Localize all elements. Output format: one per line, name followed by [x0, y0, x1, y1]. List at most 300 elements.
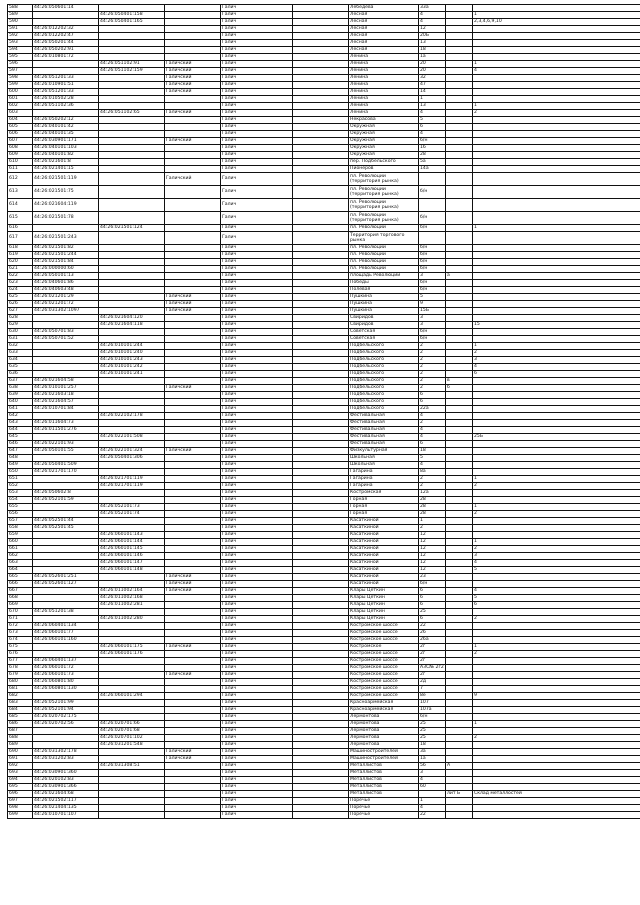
cadastral-number-premises-cell [99, 124, 165, 131]
cadastral-number-cell: 44:26:021501:75 [33, 186, 99, 199]
table-row [8, 630, 640, 637]
house-number-cell [419, 173, 446, 186]
table-row [8, 96, 640, 103]
house-number-cell: 4 [419, 131, 446, 138]
street-cell: Лебедева [349, 5, 419, 12]
cadastral-number-premises-cell: 44:26:020701:102 [99, 735, 165, 742]
city-cell: Галич [221, 553, 293, 560]
cadastral-number-cell: 44:26:051102:36 [33, 103, 99, 110]
row-number-cell: 606 [8, 131, 33, 138]
district-cell [165, 371, 221, 378]
apartment-number-cell [473, 497, 640, 504]
house-number-cell: 16 [419, 145, 446, 152]
apartment-number-cell [473, 47, 640, 54]
house-number-cell: 6 [419, 392, 446, 399]
city-cell: Галич [221, 245, 293, 252]
building-letter-cell [446, 329, 473, 336]
house-number-cell: 107 [419, 700, 446, 707]
locality-cell [293, 357, 349, 364]
district-cell [165, 406, 221, 413]
cadastral-number-cell: 44:26:010701:107 [33, 812, 99, 819]
district-cell: Галичский [165, 574, 221, 581]
locality-cell [293, 476, 349, 483]
street-cell: Окружная [349, 152, 419, 159]
street-cell: Окружная [349, 145, 419, 152]
street-cell: Лермонтова [349, 735, 419, 742]
street-cell: Подбельского [349, 364, 419, 371]
table-row [8, 145, 640, 152]
table-row [8, 497, 640, 504]
table-row [8, 308, 640, 315]
cadastral-number-premises-cell [99, 82, 165, 89]
city-cell: Галич [221, 609, 293, 616]
street-cell: пл. Революции [349, 259, 419, 266]
apartment-number-cell [473, 420, 640, 427]
table-row [8, 448, 640, 455]
locality-cell [293, 322, 349, 329]
district-cell [165, 413, 221, 420]
cadastral-number-premises-cell: 44:26:010101:242 [99, 364, 165, 371]
district-cell [165, 770, 221, 777]
cadastral-number-premises-cell [99, 232, 165, 245]
locality-cell [293, 588, 349, 595]
district-cell [165, 131, 221, 138]
row-number-cell: 657 [8, 518, 33, 525]
house-number-cell: 2г [419, 672, 446, 679]
district-cell [165, 735, 221, 742]
row-number-cell: 662 [8, 553, 33, 560]
cadastral-number-cell: 44:26:010801:72 [33, 54, 99, 61]
apartment-number-cell [473, 672, 640, 679]
district-cell [165, 212, 221, 225]
locality-cell [293, 124, 349, 131]
district-cell [165, 777, 221, 784]
city-cell: Галич [221, 364, 293, 371]
street-cell: Подбельского [349, 385, 419, 392]
cadastral-number-premises-cell [99, 5, 165, 12]
city-cell: Галич [221, 273, 293, 280]
street-cell: Подбельского [349, 378, 419, 385]
street-cell: Металлистов [349, 763, 419, 770]
house-number-cell: 6 [419, 441, 446, 448]
house-number-cell: 1а [419, 54, 446, 61]
apartment-number-cell: 1 [473, 61, 640, 68]
cadastral-number-cell: 44:26:040101:103 [33, 145, 99, 152]
building-letter-cell [446, 672, 473, 679]
row-number-cell: 589 [8, 12, 33, 19]
city-cell: Галич [221, 770, 293, 777]
cadastral-number-cell [33, 595, 99, 602]
row-number-cell: 686 [8, 721, 33, 728]
district-cell [165, 19, 221, 26]
street-cell: Касаткиной [349, 574, 419, 581]
row-number-cell: 667 [8, 588, 33, 595]
building-letter-cell [446, 322, 473, 329]
row-number-cell: 651 [8, 476, 33, 483]
apartment-number-cell: 1 [473, 12, 640, 19]
apartment-number-cell: 6 [473, 602, 640, 609]
apartment-number-cell [473, 186, 640, 199]
street-cell: Окружная [349, 124, 419, 131]
locality-cell [293, 252, 349, 259]
apartment-number-cell [473, 33, 640, 40]
house-number-cell: 6 [419, 616, 446, 623]
cadastral-number-premises-cell: 44:26:022101:324 [99, 448, 165, 455]
building-letter-cell [446, 462, 473, 469]
table-row [8, 532, 640, 539]
building-letter-cell [446, 252, 473, 259]
cadastral-number-cell: 44:26:021604:68 [33, 791, 99, 798]
table-row [8, 637, 640, 644]
building-letter-cell [446, 679, 473, 686]
apartment-number-cell [473, 131, 640, 138]
house-number-cell: 2г [419, 658, 446, 665]
cadastral-number-premises-cell [99, 273, 165, 280]
street-cell: Фестивальная [349, 420, 419, 427]
apartment-number-cell [473, 266, 640, 273]
city-cell: Галич [221, 490, 293, 497]
row-number-cell: 689 [8, 742, 33, 749]
table-row [8, 89, 640, 96]
table-row [8, 350, 640, 357]
street-cell: Подбельского [349, 399, 419, 406]
locality-cell [293, 721, 349, 728]
apartment-number-cell [473, 329, 640, 336]
building-letter-cell [446, 357, 473, 364]
district-cell [165, 186, 221, 199]
apartment-number-cell: 4 [473, 364, 640, 371]
row-number-cell: 654 [8, 497, 33, 504]
street-cell: Машиностроителей [349, 749, 419, 756]
table-row [8, 756, 640, 763]
cadastral-number-premises-cell: 44:26:010101:243 [99, 357, 165, 364]
house-number-cell: 22а [419, 406, 446, 413]
house-number-cell: 12а [419, 490, 446, 497]
table-row [8, 553, 640, 560]
row-number-cell: 628 [8, 315, 33, 322]
row-number-cell: 629 [8, 322, 33, 329]
table-row [8, 225, 640, 232]
street-cell: пл. Революции (территория рынка) [349, 186, 419, 199]
cadastral-number-cell [33, 511, 99, 518]
apartment-number-cell [473, 637, 640, 644]
apartment-number-cell [473, 777, 640, 784]
table-row [8, 75, 640, 82]
cadastral-number-cell: 44:26:050101:13 [33, 273, 99, 280]
building-letter-cell [446, 553, 473, 560]
row-number-cell: 682 [8, 693, 33, 700]
table-row [8, 138, 640, 145]
city-cell: Галич [221, 665, 293, 672]
cadastral-number-cell [33, 651, 99, 658]
building-letter-cell [446, 12, 473, 19]
building-letter-cell [446, 420, 473, 427]
city-cell: Галич [221, 427, 293, 434]
district-cell [165, 763, 221, 770]
locality-cell [293, 225, 349, 232]
table-row [8, 329, 640, 336]
city-cell: Галич [221, 525, 293, 532]
row-number-cell: 604 [8, 117, 33, 124]
cadastral-number-premises-cell [99, 301, 165, 308]
street-cell: Костромское шоссе [349, 679, 419, 686]
city-cell: Галич [221, 805, 293, 812]
street-cell: Костромское шоссе [349, 665, 419, 672]
cadastral-number-premises-cell: 44:26:021701:119 [99, 483, 165, 490]
table-row [8, 672, 640, 679]
table-row [8, 259, 640, 266]
row-number-cell: 669 [8, 602, 33, 609]
locality-cell [293, 131, 349, 138]
table-row [8, 103, 640, 110]
row-number-cell: 637 [8, 378, 33, 385]
street-cell: Подбельского [349, 343, 419, 350]
apartment-number-cell: 1 [473, 476, 640, 483]
city-cell: Галич [221, 173, 293, 186]
house-number-cell: б/н [419, 245, 446, 252]
cadastral-number-premises-cell [99, 385, 165, 392]
district-cell [165, 245, 221, 252]
cadastral-number-premises-cell: 44:26:022101:508 [99, 434, 165, 441]
district-cell [165, 103, 221, 110]
apartment-number-cell: 2 [473, 511, 640, 518]
row-number-cell: 588 [8, 5, 33, 12]
apartment-number-cell [473, 462, 640, 469]
cadastral-number-premises-cell [99, 420, 165, 427]
locality-cell [293, 728, 349, 735]
cadastral-number-cell: 44:26:052501:44 [33, 518, 99, 525]
building-letter-cell [446, 406, 473, 413]
house-number-cell: 23 [419, 574, 446, 581]
street-cell: Ленина [349, 89, 419, 96]
house-number-cell: 5 [419, 455, 446, 462]
cadastral-number-premises-cell [99, 89, 165, 96]
building-letter-cell [446, 427, 473, 434]
city-cell: Галич [221, 40, 293, 47]
apartment-number-cell [473, 212, 640, 225]
street-cell: Пушкина [349, 301, 419, 308]
building-letter-cell [446, 777, 473, 784]
district-cell [165, 553, 221, 560]
district-cell: Галичский [165, 581, 221, 588]
building-letter-cell [446, 609, 473, 616]
apartment-number-cell [473, 294, 640, 301]
table-row [8, 413, 640, 420]
apartment-number-cell [473, 714, 640, 721]
street-cell: площадь Революции [349, 273, 419, 280]
row-number-cell: 626 [8, 301, 33, 308]
building-letter-cell [446, 805, 473, 812]
table-row [8, 490, 640, 497]
house-number-cell: 2 [419, 525, 446, 532]
cadastral-number-premises-cell [99, 117, 165, 124]
locality-cell [293, 749, 349, 756]
locality-cell [293, 693, 349, 700]
building-letter-cell [446, 301, 473, 308]
district-cell [165, 315, 221, 322]
cadastral-number-cell: 44:26:051201:38 [33, 609, 99, 616]
apartment-number-cell [473, 413, 640, 420]
building-letter-cell: а [446, 273, 473, 280]
locality-cell [293, 47, 349, 54]
row-number-cell: 625 [8, 294, 33, 301]
building-letter-cell [446, 47, 473, 54]
apartment-number-cell [473, 385, 640, 392]
table-row [8, 707, 640, 714]
cadastral-number-premises-cell [99, 199, 165, 212]
cadastral-number-cell: 44:26:050202:12 [33, 117, 99, 124]
house-number-cell: 33а [419, 5, 446, 12]
street-cell: Костромское шоссе [349, 630, 419, 637]
cadastral-number-cell: 44:26:031302:178 [33, 749, 99, 756]
building-letter-cell [446, 721, 473, 728]
locality-cell [293, 665, 349, 672]
cadastral-number-cell [33, 483, 99, 490]
cadastral-number-premises-cell: 44:26:051102:65 [99, 110, 165, 117]
city-cell: Галич [221, 199, 293, 212]
street-cell: Свиридов [349, 322, 419, 329]
table-row [8, 651, 640, 658]
row-number-cell: 624 [8, 287, 33, 294]
district-cell [165, 707, 221, 714]
cadastral-number-premises-cell: 44:26:010101:244 [99, 343, 165, 350]
street-cell: Лермонтова [349, 721, 419, 728]
building-letter-cell [446, 5, 473, 12]
row-number-cell: 592 [8, 33, 33, 40]
row-number-cell: 617 [8, 232, 33, 245]
street-cell: Физкультурная [349, 448, 419, 455]
district-cell [165, 567, 221, 574]
city-cell: Галич [221, 700, 293, 707]
table-row [8, 763, 640, 770]
cadastral-number-cell: 44:26:012202:47 [33, 33, 99, 40]
locality-cell [293, 266, 349, 273]
district-cell: Галичский [165, 110, 221, 117]
building-letter-cell [446, 315, 473, 322]
district-cell [165, 266, 221, 273]
street-cell: Костромское шоссе [349, 637, 419, 644]
cadastral-number-cell [33, 742, 99, 749]
table-row [8, 110, 640, 117]
apartment-number-cell [473, 798, 640, 805]
locality-cell [293, 399, 349, 406]
building-letter-cell [446, 693, 473, 700]
row-number-cell: 678 [8, 665, 33, 672]
table-row [8, 199, 640, 212]
row-number-cell: 679 [8, 672, 33, 679]
cadastral-number-cell: 44:26:052601:127 [33, 581, 99, 588]
district-cell: Галичский [165, 672, 221, 679]
row-number-cell: 647 [8, 448, 33, 455]
building-letter-cell [446, 89, 473, 96]
apartment-number-cell [473, 490, 640, 497]
cadastral-number-cell [33, 532, 99, 539]
apartment-number-cell: 15 [473, 322, 640, 329]
city-cell: Галич [221, 225, 293, 232]
building-letter-cell [446, 266, 473, 273]
row-number-cell: 605 [8, 124, 33, 131]
apartment-number-cell: 2 [473, 483, 640, 490]
house-number-cell: 18 [419, 742, 446, 749]
row-number-cell: 610 [8, 159, 33, 166]
building-letter-cell [446, 567, 473, 574]
row-number-cell: 622 [8, 273, 33, 280]
row-number-cell: 590 [8, 19, 33, 26]
cadastral-number-cell: 44:26:021604:57 [33, 399, 99, 406]
district-cell [165, 33, 221, 40]
house-number-cell: 2 [419, 343, 446, 350]
city-cell: Галич [221, 124, 293, 131]
table-row [8, 186, 640, 199]
apartment-number-cell: 2 [473, 546, 640, 553]
street-cell: Советская [349, 329, 419, 336]
locality-cell [293, 385, 349, 392]
city-cell: Галич [221, 546, 293, 553]
building-letter-cell [446, 616, 473, 623]
house-number-cell: 2 [419, 385, 446, 392]
street-cell: Лесная [349, 26, 419, 33]
street-cell: Советская [349, 336, 419, 343]
building-letter-cell [446, 714, 473, 721]
building-letter-cell [446, 287, 473, 294]
table-row [8, 301, 640, 308]
cadastral-number-cell [33, 602, 99, 609]
table-row [8, 399, 640, 406]
building-letter-cell [446, 75, 473, 82]
house-number-cell: 3 [419, 315, 446, 322]
building-letter-cell [446, 469, 473, 476]
city-cell: Галич [221, 637, 293, 644]
house-number-cell: 12 [419, 546, 446, 553]
locality-cell [293, 581, 349, 588]
building-letter-cell [446, 756, 473, 763]
locality-cell [293, 68, 349, 75]
cadastral-number-cell: 44:26:050201:44 [33, 40, 99, 47]
house-number-cell: 47 [419, 82, 446, 89]
building-letter-cell [446, 232, 473, 245]
locality-cell [293, 245, 349, 252]
apartment-number-cell: 2,3,4,6,9,10 [473, 19, 640, 26]
table-row [8, 61, 640, 68]
district-cell [165, 560, 221, 567]
city-cell: Галич [221, 89, 293, 96]
city-cell: Галич [221, 280, 293, 287]
house-number-cell: 4 [419, 777, 446, 784]
cadastral-number-cell: 44:26:060401:137 [33, 658, 99, 665]
apartment-number-cell: 4 [473, 560, 640, 567]
locality-cell [293, 232, 349, 245]
table-row [8, 595, 640, 602]
district-cell [165, 539, 221, 546]
district-cell [165, 287, 221, 294]
district-cell [165, 225, 221, 232]
house-number-cell: 2г [419, 644, 446, 651]
cadastral-number-cell: 44:26:060101:73 [33, 672, 99, 679]
apartment-number-cell [473, 89, 640, 96]
cadastral-number-cell: 44:26:050202:91 [33, 47, 99, 54]
city-cell: Галич [221, 33, 293, 40]
city-cell: Галич [221, 448, 293, 455]
apartment-number-cell: 4 [473, 68, 640, 75]
row-number-cell: 650 [8, 469, 33, 476]
district-cell: Галичский [165, 82, 221, 89]
cadastral-number-premises-cell [99, 259, 165, 266]
building-letter-cell [446, 707, 473, 714]
cadastral-number-cell: 44:26:021501:119 [33, 173, 99, 186]
cadastral-number-premises-cell [99, 280, 165, 287]
street-cell: Подбельского [349, 357, 419, 364]
cadastral-number-premises-cell [99, 812, 165, 819]
